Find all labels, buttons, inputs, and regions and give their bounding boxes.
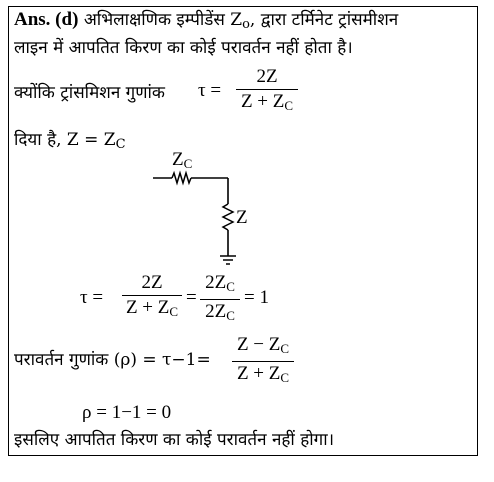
- circuit-label-z: Z: [236, 207, 248, 228]
- tau-eq-symbol: τ =: [80, 287, 104, 308]
- reflection-fraction: $Z - Z_C$ $Z + Z_C$: [232, 334, 294, 389]
- circuit-label-zc: $Z_C$: [172, 149, 193, 171]
- tau-eq-result: = 1: [244, 287, 269, 308]
- given-line: दिया है, $Z = Z_C$: [14, 130, 126, 152]
- resistor-zc: [172, 173, 191, 183]
- answer-label: Ans. (d): [14, 9, 79, 30]
- conclusion-line: इसलिए आपतित किरण का कोई परावर्तन नहीं होगा।: [14, 430, 335, 450]
- resistor-z: [223, 204, 233, 230]
- intro-sub: o: [242, 17, 250, 32]
- rho-result: ρ = 1−1 = 0: [82, 402, 172, 423]
- transmission-numerator: 2Z: [256, 66, 278, 87]
- transmission-label: क्योंकि ट्रांसमिशन गुणांक: [14, 83, 165, 103]
- reflection-label: परावर्तन गुणांक (ρ) = τ−1=: [14, 350, 211, 370]
- tau-eq-equals: =: [186, 287, 197, 308]
- tau-eq-fraction-1: 2Z $Z + Z_C$: [122, 272, 182, 323]
- intro-text: अभिलाक्षणिक इम्पीडेंस Z: [83, 10, 243, 30]
- tau-eq-fraction-2: $2Z_C$ $2Z_C$: [200, 272, 240, 327]
- transmission-denominator: $Z + Z_C$: [240, 91, 294, 113]
- intro-line-2: लाइन में आपतित किरण का कोई परावर्तन नहीं होता है।: [14, 38, 353, 58]
- intro-rest: , द्वारा टर्मिनेट ट्रांसमीशन: [249, 10, 399, 30]
- tau-symbol: τ =: [198, 80, 222, 101]
